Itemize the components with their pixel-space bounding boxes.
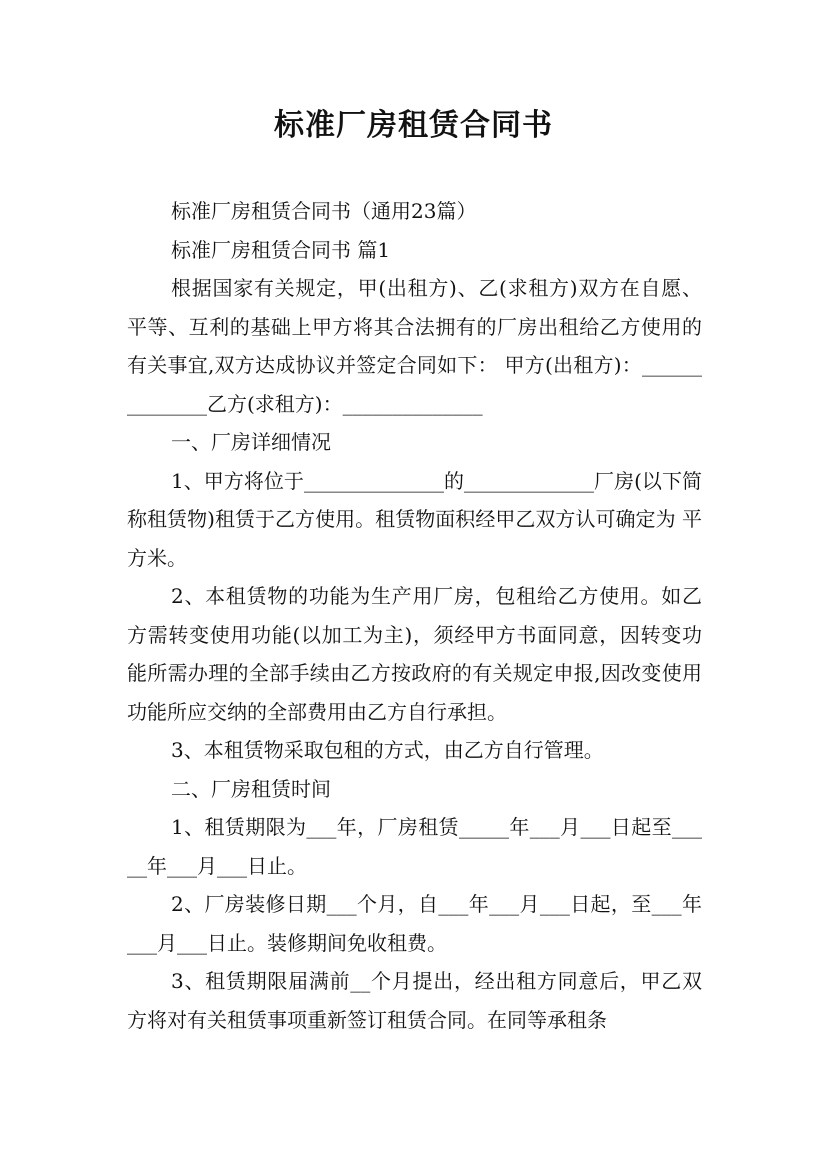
clause-paragraph: 1、甲方将位于______________的_____________厂房(以下简称租赁物)租赁于乙方使用。租赁物面积经甲乙双方认可确定为 平方米。	[127, 468, 702, 570]
document-title: 标准厂房租赁合同书	[274, 108, 553, 143]
subtitle-paragraph: 标准厂房租赁合同书（通用23篇）	[171, 199, 477, 223]
clause-paragraph: 3、租赁期限届满前__个月提出，经出租方同意后，甲乙双方将对有关租赁事项重新签订租赁合同。在同等承租条	[127, 969, 702, 1032]
intro-paragraph: 根据国家有关规定，甲(出租方)、乙(求租方)双方在自愿、平等、互利的基础上甲方将其合法拥有的厂房出租给乙方使用的有关事宜,双方达成协议并签定合同如下： 甲方(出租方)：______________乙方(求租方)：______________	[127, 276, 702, 416]
section-heading: 二、厂房租赁时间	[171, 776, 331, 801]
article-heading: 标准厂房租赁合同书 篇1	[171, 237, 391, 262]
clause-paragraph: 2、厂房装修日期___个月，自___年___月___日起，至___年___月___日止。装修期间免收租费。	[127, 892, 702, 955]
clause-paragraph: 2、本租赁物的功能为生产用厂房，包租给乙方使用。如乙方需转变使用功能(以加工为主)，须经甲方书面同意，因转变功能所需办理的全部手续由乙方按政府的有关规定申报,因改变使用功能所应交纳的全部费用由乙方自行承担。	[127, 584, 702, 724]
clause-paragraph: 3、本租赁物采取包租的方式，由乙方自行管理。	[171, 738, 604, 762]
document-body	[127, 192, 702, 1039]
section-heading: 一、厂房详细情况	[171, 430, 331, 454]
clause-paragraph: 1、租赁期限为___年，厂房租赁_____年___月___日起至_____年___月___日止。	[127, 815, 702, 878]
